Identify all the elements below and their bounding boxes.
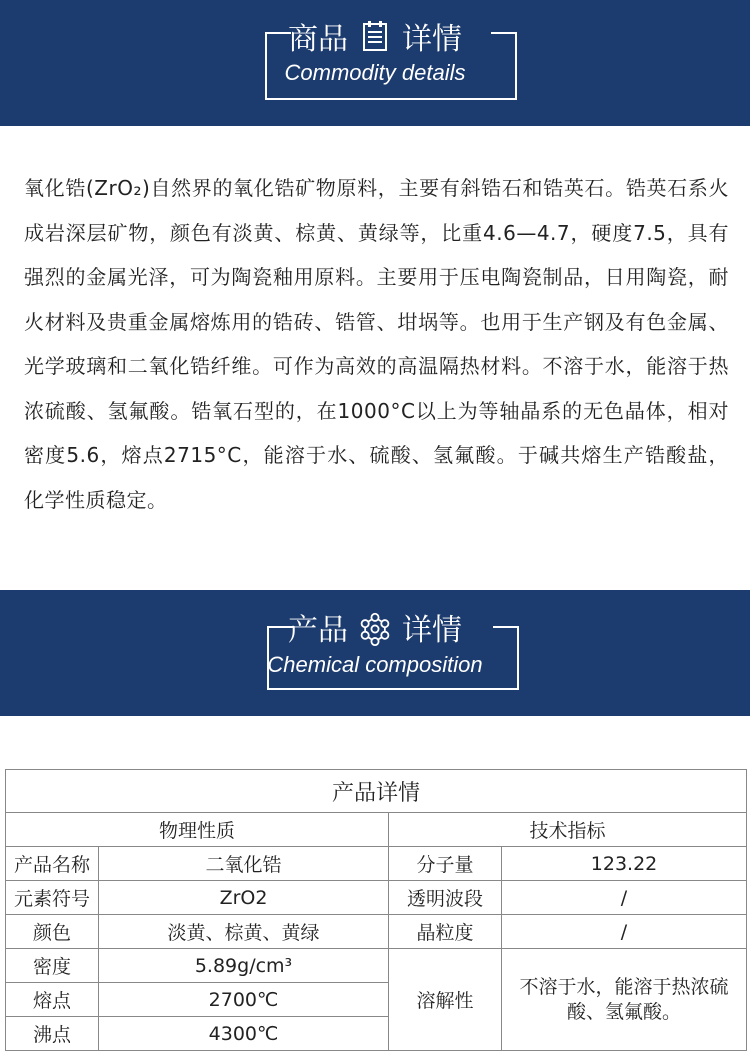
cell-value: ZrO2 bbox=[99, 881, 389, 915]
header-banner-chemical bbox=[0, 590, 750, 716]
table-title: 产品详情 bbox=[6, 770, 747, 813]
cell-label: 沸点 bbox=[6, 1017, 99, 1051]
cell-value-solubility: 不溶于水，能溶于热浓硫酸、氢氟酸。 bbox=[502, 949, 747, 1051]
section-subtitle: Commodity details bbox=[284, 60, 466, 85]
cell-value: 5.89g/cm³ bbox=[99, 949, 389, 983]
cell-value: 4300℃ bbox=[99, 1017, 389, 1051]
cell-label: 元素符号 bbox=[6, 881, 99, 915]
column-header-physical: 物理性质 bbox=[6, 813, 389, 847]
table-row bbox=[6, 847, 747, 881]
cell-value: 123.22 bbox=[502, 847, 747, 881]
cell-value: 二氧化锆 bbox=[99, 847, 389, 881]
column-header-technical: 技术指标 bbox=[389, 813, 747, 847]
cell-label: 产品名称 bbox=[6, 847, 99, 881]
title-left: 商品 bbox=[288, 22, 348, 57]
cell-label: 分子量 bbox=[389, 847, 502, 881]
title-right: 详情 bbox=[402, 22, 462, 57]
cell-label: 透明波段 bbox=[389, 881, 502, 915]
cell-label: 颜色 bbox=[6, 915, 99, 949]
table-row bbox=[6, 881, 747, 915]
product-description: 氧化锆(ZrO₂)自然界的氧化锆矿物原料，主要有斜锆石和锆英石。锆英石系火成岩深层矿物，颜色有淡黄、棕黄、黄绿等，比重4.6—4.7，硬度7.5，具有强烈的金属光泽，可为陶瓷釉用原料。主要用于压电陶瓷制品，日用陶瓷，耐火材料及贵重金属熔炼用的锆砖、锆管、坩埚等。也用于生产钢及有色金属、光学玻璃和二氧化锆纤维。可作为高效的高温隔热材料。不溶于水，能溶于热浓硫酸、氢氟酸。锆氧石型的，在1000°C以上为等轴晶系的无色晶体，相对密度5.6，熔点2715°C，能溶于水、硫酸、氢氟酸。于碱共熔生产锆酸盐，化学性质稳定。 bbox=[24, 176, 729, 512]
molecule-icon bbox=[358, 610, 392, 644]
cell-label: 晶粒度 bbox=[389, 915, 502, 949]
section-subtitle: Chemical composition bbox=[267, 652, 483, 677]
product-spec-table bbox=[5, 769, 747, 1051]
header-banner-commodity bbox=[0, 0, 750, 126]
section-title bbox=[0, 16, 750, 56]
cell-value: 淡黄、棕黄、黄绿 bbox=[99, 915, 389, 949]
section-title bbox=[0, 607, 750, 647]
cell-label: 密度 bbox=[6, 949, 99, 983]
cell-value: 2700℃ bbox=[99, 983, 389, 1017]
cell-label: 熔点 bbox=[6, 983, 99, 1017]
title-left: 产品 bbox=[288, 613, 348, 648]
clipboard-icon bbox=[358, 19, 392, 53]
cell-label-solubility: 溶解性 bbox=[389, 949, 502, 1051]
table-row bbox=[6, 915, 747, 949]
cell-value: / bbox=[502, 915, 747, 949]
table-row bbox=[6, 949, 747, 983]
cell-value: / bbox=[502, 881, 747, 915]
title-right: 详情 bbox=[402, 613, 462, 648]
